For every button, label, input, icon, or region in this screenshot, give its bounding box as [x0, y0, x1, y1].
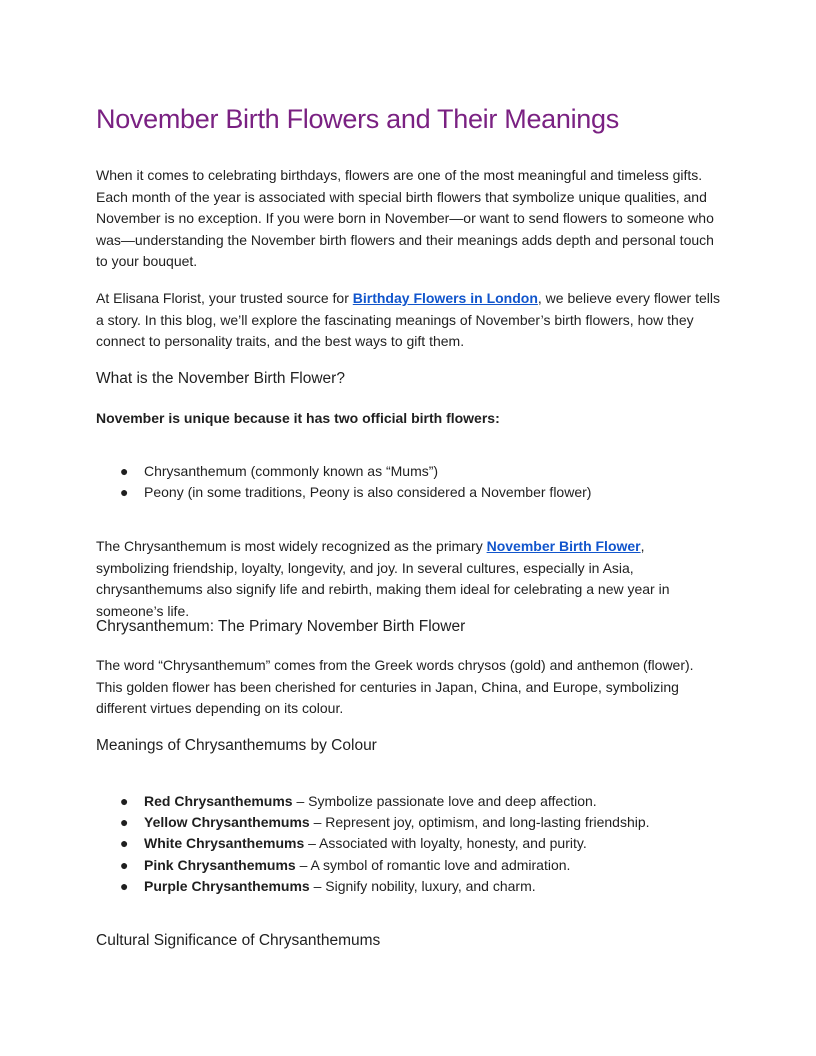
heading-cultural-significance: Cultural Significance of Chrysanthemums	[96, 932, 381, 949]
heading-meanings-by-colour: Meanings of Chrysanthemums by Colour	[96, 737, 377, 754]
colour-meanings-list	[96, 791, 720, 897]
heading-what-is: What is the November Birth Flower?	[96, 370, 345, 387]
list-item	[96, 461, 720, 482]
colour-name: White Chrysanthemums	[144, 835, 305, 852]
two-flowers-statement: November is unique because it has two official birth flowers:	[96, 410, 500, 426]
page-title: November Birth Flowers and Their Meanings	[96, 104, 619, 134]
elisana-text-before: At Elisana Florist, your trusted source for	[96, 290, 353, 306]
list-item	[96, 791, 720, 812]
list-item	[96, 833, 720, 854]
chrysanthemum-text-before: The Chrysanthemum is most widely recognized as the primary	[96, 538, 487, 554]
colour-meaning: – Symbolize passionate love and deep affection.	[292, 793, 597, 809]
elisana-paragraph	[96, 288, 720, 353]
bullet-icon: ●	[120, 835, 129, 852]
colour-meaning: – Associated with loyalty, honesty, and purity.	[304, 835, 587, 852]
bullet-icon: ●	[120, 463, 129, 479]
november-birth-flower-link[interactable]: November Birth Flower	[486, 538, 641, 554]
colour-meaning: – Represent joy, optimism, and long-lasting friendship.	[309, 814, 650, 831]
etymology-paragraph: The word “Chrysanthemum” comes from the Greek words chrysos (gold) and anthemon (flower). This golden flower has been cherished for centuries in Japan, China, and Europe, symbolizing different virtues depending on its colour.	[96, 657, 694, 716]
colour-name: Red Chrysanthemums	[144, 793, 293, 809]
list-item	[96, 812, 720, 833]
birth-flowers-list	[96, 461, 720, 503]
bullet-icon: ●	[120, 793, 129, 809]
bullet-icon: ●	[120, 877, 129, 894]
list-item-text: Peony (in some traditions, Peony is also considered a November flower)	[144, 484, 592, 501]
bullet-icon: ●	[120, 856, 129, 873]
heading-primary-flower: Chrysanthemum: The Primary November Birth Flower	[96, 618, 466, 635]
bullet-icon: ●	[120, 814, 129, 831]
list-item-text: Chrysanthemum (commonly known as “Mums”)	[144, 463, 439, 479]
chrysanthemum-text-after: , symbolizing friendship, loyalty, longevity, and joy. In several cultures, especially in Asia, chrysanthemums also signify life and rebirth, making them ideal for celebrating a new year in someone’s life.	[96, 538, 670, 619]
intro-paragraph: When it comes to celebrating birthdays, flowers are one of the most meaningful and timeless gifts. Each month of the year is associated with special birth flowers that symbolize unique qualities, and November is no exception. If you were born in November—or want to send flowers to someone who was—understanding the November birth flowers and their meanings adds depth and personal touch to your bouquet.	[96, 167, 714, 269]
colour-name: Yellow Chrysanthemums	[144, 814, 310, 831]
bullet-icon: ●	[120, 484, 129, 501]
list-item	[96, 482, 720, 503]
colour-name: Pink Chrysanthemums	[144, 856, 296, 873]
birthday-flowers-london-link[interactable]: Birthday Flowers in London	[352, 290, 538, 306]
colour-meaning: – Signify nobility, luxury, and charm.	[309, 877, 536, 894]
colour-meaning: – A symbol of romantic love and admiration.	[295, 856, 571, 873]
chrysanthemum-paragraph	[96, 536, 720, 622]
colour-name: Purple Chrysanthemums	[144, 877, 310, 894]
list-item	[96, 855, 720, 876]
list-item	[96, 876, 720, 897]
elisana-text-after: , we believe every flower tells a story. In this blog, we’ll explore the fascinating meanings of November’s birth flowers, how they connect to personality traits, and the best ways to gift them.	[96, 290, 720, 349]
